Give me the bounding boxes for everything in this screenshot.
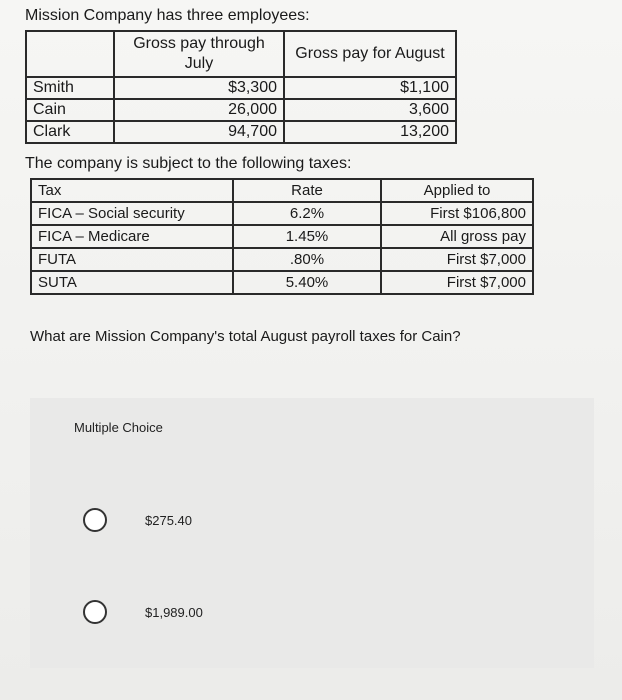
multiple-choice-panel: [30, 398, 594, 668]
gross-pay-through-july: 94,700: [114, 121, 284, 143]
employee-name: Smith: [26, 77, 114, 99]
gross-pay-august: 3,600: [284, 99, 456, 121]
table-row: [26, 121, 456, 143]
tax-rate: 1.45%: [233, 225, 381, 248]
gross-pay-august: 13,200: [284, 121, 456, 143]
employee-name: Cain: [26, 99, 114, 121]
tax-applied-to: First $7,000: [381, 271, 533, 294]
table-row: [31, 271, 533, 294]
tax-rate: 6.2%: [233, 202, 381, 225]
tax-name: FUTA: [31, 248, 233, 271]
table-row: [31, 202, 533, 225]
table-row: [26, 99, 456, 121]
tax-table-header-rate: Rate: [233, 179, 381, 202]
tax-name: FICA – Medicare: [31, 225, 233, 248]
tax-table-header-row: [31, 179, 533, 202]
table-row: [26, 77, 456, 99]
intro-text: Mission Company has three employees:: [25, 7, 310, 24]
table-row: [31, 248, 533, 271]
tax-table-header-tax: Tax: [31, 179, 233, 202]
tax-applied-to: All gross pay: [381, 225, 533, 248]
gross-pay-august: $1,100: [284, 77, 456, 99]
tax-name: SUTA: [31, 271, 233, 294]
employee-table-header-blank: [26, 31, 114, 77]
tax-rate: .80%: [233, 248, 381, 271]
employee-table: [25, 30, 457, 144]
tax-table-header-applied-to: Applied to: [381, 179, 533, 202]
table-row: [31, 225, 533, 248]
radio-button-icon[interactable]: [83, 508, 107, 532]
tax-name: FICA – Social security: [31, 202, 233, 225]
choice-option-label: $1,989.00: [145, 604, 203, 620]
tax-rate: 5.40%: [233, 271, 381, 294]
tax-table: [30, 178, 534, 295]
choice-option-1[interactable]: [83, 508, 192, 532]
tax-intro-text: The company is subject to the following taxes:: [25, 155, 352, 172]
radio-button-icon[interactable]: [83, 600, 107, 624]
choice-option-2[interactable]: [83, 600, 203, 624]
choice-option-label: $275.40: [145, 512, 192, 528]
employee-table-header-through-july: Gross pay through July: [114, 31, 284, 77]
multiple-choice-label: Multiple Choice: [74, 420, 163, 435]
question-text: What are Mission Company's total August payroll taxes for Cain?: [30, 328, 461, 345]
tax-applied-to: First $7,000: [381, 248, 533, 271]
employee-table-header-august: Gross pay for August: [284, 31, 456, 77]
employee-table-header-row: [26, 31, 456, 77]
gross-pay-through-july: $3,300: [114, 77, 284, 99]
gross-pay-through-july: 26,000: [114, 99, 284, 121]
employee-name: Clark: [26, 121, 114, 143]
tax-applied-to: First $106,800: [381, 202, 533, 225]
